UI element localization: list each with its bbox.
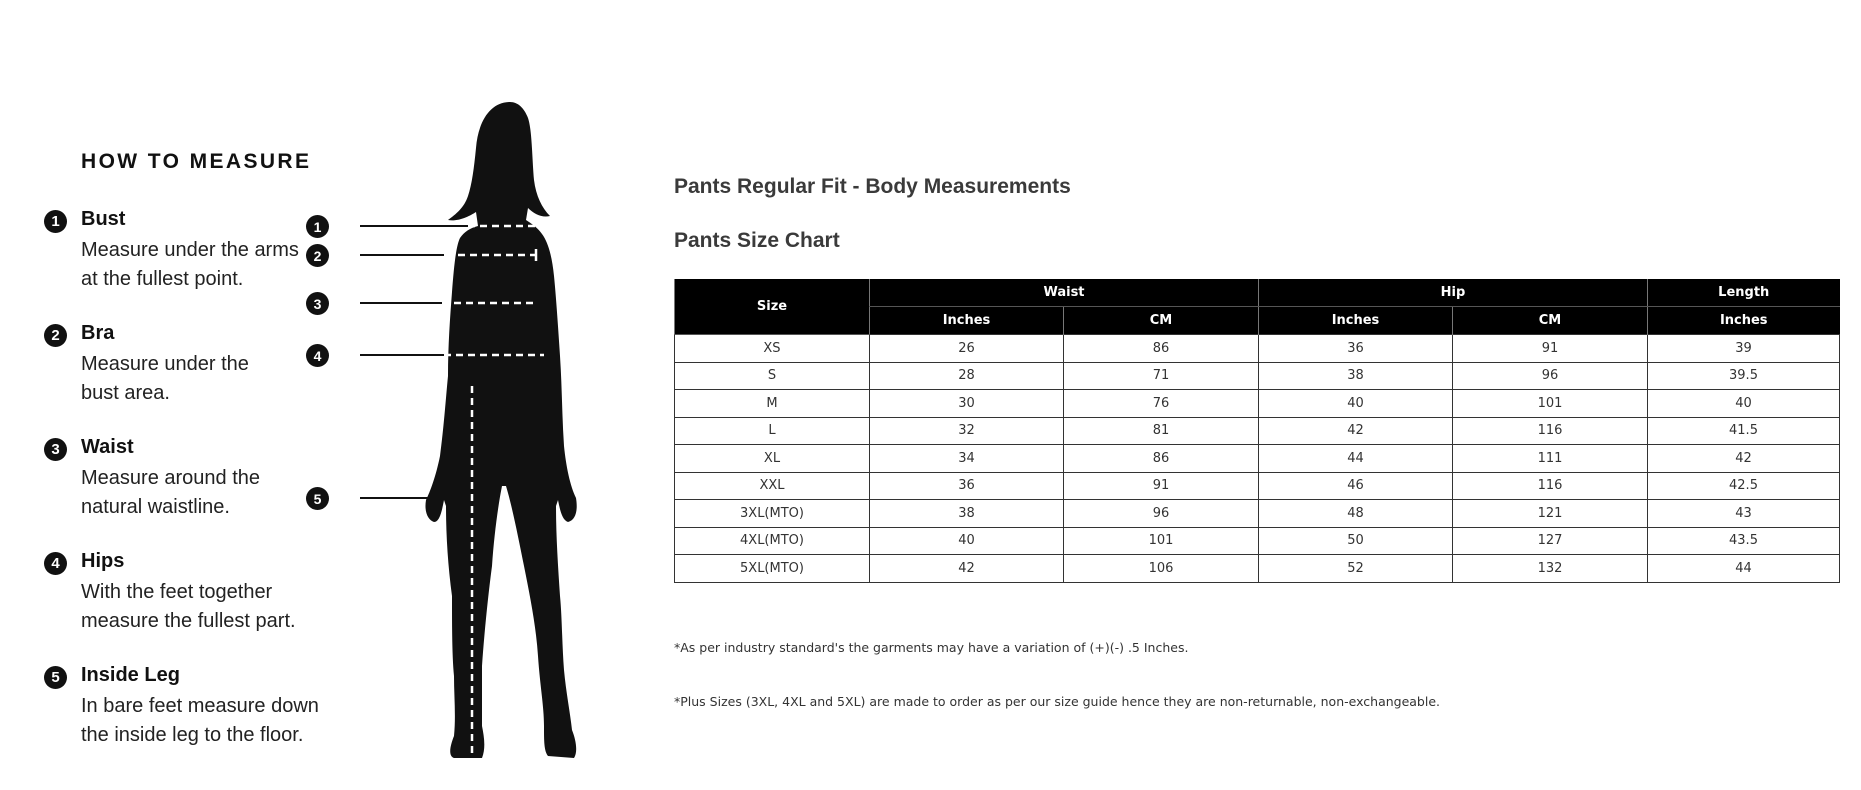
marker-inside-leg: 5 — [306, 487, 329, 510]
step-number: 3 — [44, 438, 67, 461]
step-bra — [44, 322, 374, 436]
cell-waist-inches: 38 — [870, 500, 1064, 528]
cell-size: M — [675, 390, 870, 418]
cell-hip-inches: 50 — [1259, 527, 1453, 555]
variation-note: *As per industry standard's the garments may have a variation of (+)(-) .5 Inches. — [674, 640, 1189, 655]
step-description: With the feet together measure the fullest part. — [81, 581, 296, 632]
cell-size: L — [675, 417, 870, 445]
cell-waist-cm: 86 — [1064, 335, 1259, 363]
step-number: 4 — [44, 552, 67, 575]
cell-waist-cm: 71 — [1064, 362, 1259, 390]
cell-waist-inches: 26 — [870, 335, 1064, 363]
cell-hip-inches: 44 — [1259, 445, 1453, 473]
step-description: In bare feet measure down the inside leg to the floor. — [81, 695, 319, 746]
step-name: Bra — [81, 322, 115, 344]
table-row — [675, 390, 1840, 418]
table-row — [675, 445, 1840, 473]
cell-length-inches: 43.5 — [1648, 527, 1840, 555]
cell-waist-inches: 30 — [870, 390, 1064, 418]
body-silhouette-figure — [313, 96, 620, 766]
table-row — [675, 527, 1840, 555]
cell-waist-cm: 91 — [1064, 472, 1259, 500]
cell-length-inches: 41.5 — [1648, 417, 1840, 445]
header-length-inches: Inches — [1648, 307, 1840, 335]
cell-waist-cm: 96 — [1064, 500, 1259, 528]
step-description: Measure under the arms at the fullest point. — [81, 239, 299, 290]
cell-size: 3XL(MTO) — [675, 500, 870, 528]
cell-length-inches: 44 — [1648, 555, 1840, 583]
cell-hip-cm: 116 — [1453, 417, 1648, 445]
header-hip: Hip — [1259, 279, 1648, 307]
cell-size: XS — [675, 335, 870, 363]
cell-hip-cm: 127 — [1453, 527, 1648, 555]
cell-waist-inches: 34 — [870, 445, 1064, 473]
cell-waist-inches: 40 — [870, 527, 1064, 555]
cell-size: 4XL(MTO) — [675, 527, 870, 555]
cell-size: S — [675, 362, 870, 390]
step-number: 1 — [44, 210, 67, 233]
cell-waist-cm: 106 — [1064, 555, 1259, 583]
step-number: 2 — [44, 324, 67, 347]
cell-length-inches: 39.5 — [1648, 362, 1840, 390]
header-length: Length — [1648, 279, 1840, 307]
chart-heading-body-measurements: Pants Regular Fit - Body Measurements — [674, 175, 1071, 198]
cell-hip-cm: 96 — [1453, 362, 1648, 390]
cell-waist-cm: 101 — [1064, 527, 1259, 555]
step-hips — [44, 550, 374, 664]
cell-hip-cm: 132 — [1453, 555, 1648, 583]
table-row — [675, 500, 1840, 528]
table-row — [675, 472, 1840, 500]
cell-hip-inches: 38 — [1259, 362, 1453, 390]
header-waist-inches: Inches — [870, 307, 1064, 335]
step-description: Measure under the bust area. — [81, 353, 249, 404]
step-description: Measure around the natural waistline. — [81, 467, 261, 518]
cell-length-inches: 42.5 — [1648, 472, 1840, 500]
step-inside-leg — [44, 664, 374, 778]
marker-waist: 3 — [306, 292, 329, 315]
header-size: Size — [675, 279, 870, 335]
cell-hip-inches: 40 — [1259, 390, 1453, 418]
cell-length-inches: 43 — [1648, 500, 1840, 528]
cell-hip-cm: 101 — [1453, 390, 1648, 418]
plus-size-note: *Plus Sizes (3XL, 4XL and 5XL) are made to order as per our size guide hence they are non-returnable, non-exchangeable. — [674, 694, 1441, 709]
step-number: 5 — [44, 666, 67, 689]
cell-hip-cm: 116 — [1453, 472, 1648, 500]
cell-hip-inches: 46 — [1259, 472, 1453, 500]
cell-hip-inches: 48 — [1259, 500, 1453, 528]
cell-waist-cm: 81 — [1064, 417, 1259, 445]
cell-hip-inches: 52 — [1259, 555, 1453, 583]
cell-size: 5XL(MTO) — [675, 555, 870, 583]
marker-bra: 2 — [306, 244, 329, 267]
chart-heading-size-chart: Pants Size Chart — [674, 229, 840, 252]
cell-hip-inches: 36 — [1259, 335, 1453, 363]
step-name: Inside Leg — [81, 664, 180, 686]
cell-waist-inches: 42 — [870, 555, 1064, 583]
cell-waist-inches: 32 — [870, 417, 1064, 445]
cell-hip-inches: 42 — [1259, 417, 1453, 445]
cell-length-inches: 42 — [1648, 445, 1840, 473]
table-row — [675, 362, 1840, 390]
cell-waist-cm: 76 — [1064, 390, 1259, 418]
header-waist: Waist — [870, 279, 1259, 307]
step-name: Waist — [81, 436, 134, 458]
marker-hips: 4 — [306, 344, 329, 367]
cell-length-inches: 39 — [1648, 335, 1840, 363]
header-hip-cm: CM — [1453, 307, 1648, 335]
table-row — [675, 417, 1840, 445]
cell-waist-inches: 36 — [870, 472, 1064, 500]
cell-size: XXL — [675, 472, 870, 500]
step-name: Hips — [81, 550, 125, 572]
cell-length-inches: 40 — [1648, 390, 1840, 418]
table-row — [675, 555, 1840, 583]
cell-waist-cm: 86 — [1064, 445, 1259, 473]
size-chart-table — [674, 279, 1840, 583]
table-row — [675, 335, 1840, 363]
cell-hip-cm: 111 — [1453, 445, 1648, 473]
cell-hip-cm: 121 — [1453, 500, 1648, 528]
silhouette-icon — [360, 96, 620, 766]
header-hip-inches: Inches — [1259, 307, 1453, 335]
guide-title: HOW TO MEASURE — [81, 150, 312, 173]
step-name: Bust — [81, 208, 126, 230]
cell-waist-inches: 28 — [870, 362, 1064, 390]
marker-bust: 1 — [306, 215, 329, 238]
cell-hip-cm: 91 — [1453, 335, 1648, 363]
cell-size: XL — [675, 445, 870, 473]
header-waist-cm: CM — [1064, 307, 1259, 335]
